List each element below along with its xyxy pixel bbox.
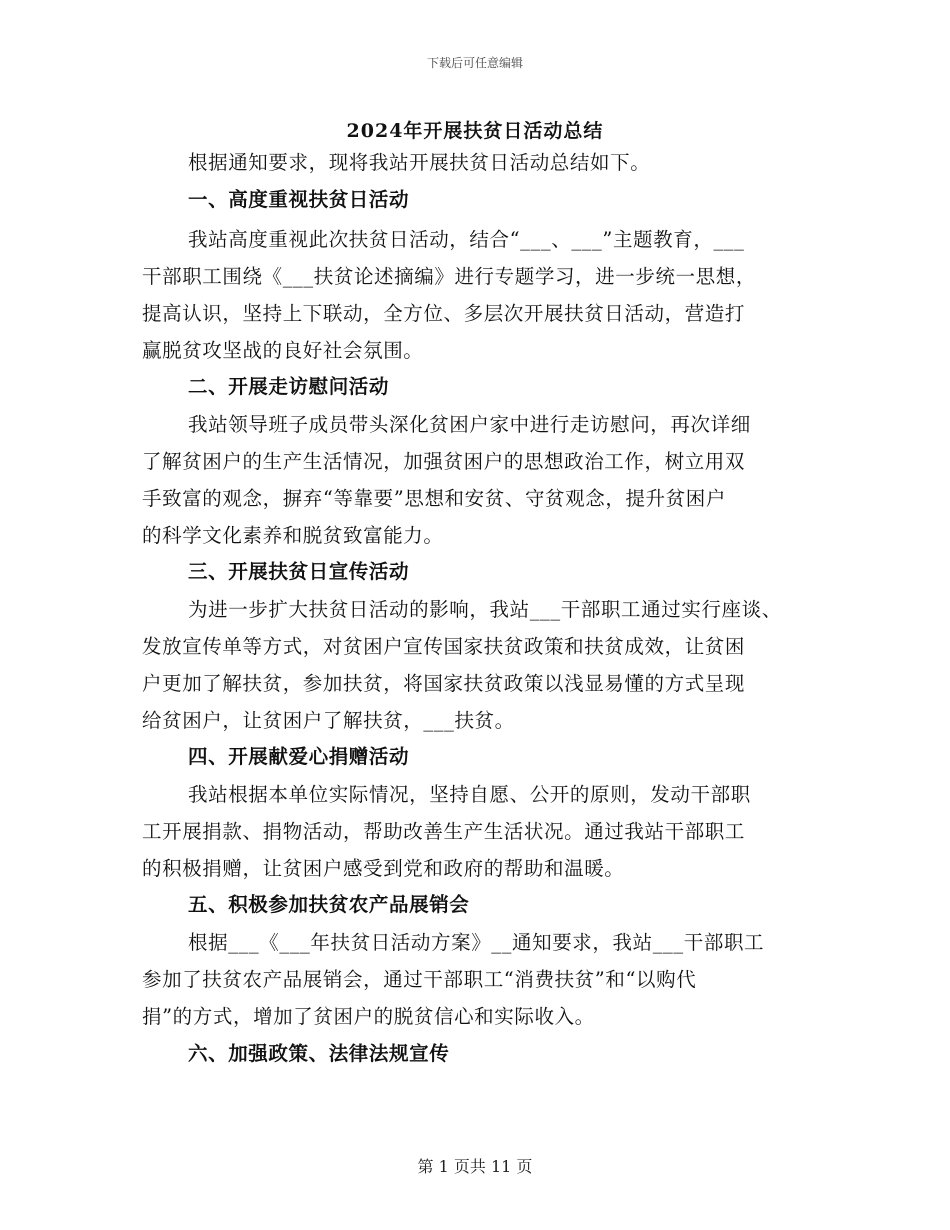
paragraph-line: 了解贫困户的生产生活情况，加强贫困户的思想政治工作，树立用双 — [142, 450, 746, 473]
paragraph-line: 户更加了解扶贫，参加扶贫，将国家扶贫政策以浅显易懂的方式呈现 — [142, 672, 746, 695]
paragraph-line: 干部职工围绕《___扶贫论述摘编》进行专题学习，进一步统一思想， — [142, 265, 756, 288]
paragraph-line: 我站根据本单位实际情况，坚持自愿、公开的原则，发动干部职 — [188, 783, 751, 806]
section-heading-4: 四、开展献爱心捐赠活动 — [188, 745, 410, 768]
paragraph-line: 提高认识，坚持上下联动，全方位、多层次开展扶贫日活动，营造打 — [142, 302, 746, 325]
paragraph-line: 赢脱贫攻坚战的良好社会氛围。 — [142, 339, 424, 362]
paragraph-line: 我站高度重视此次扶贫日活动，结合“___、___”主题教育，___ — [188, 228, 745, 251]
paragraph-line: 为进一步扩大扶贫日活动的影响，我站___干部职工通过实行座谈、 — [188, 598, 782, 621]
section-heading-5: 五、积极参加扶贫农产品展销会 — [188, 893, 470, 916]
section-heading-1: 一、高度重视扶贫日活动 — [188, 188, 410, 211]
paragraph-line: 捐”的方式，增加了贫困户的脱贫信心和实际收入。 — [142, 1005, 595, 1028]
section-heading-3: 三、开展扶贫日宣传活动 — [188, 560, 410, 583]
section-heading-6: 六、加强政策、法律法规宣传 — [188, 1042, 450, 1065]
intro-paragraph: 根据通知要求，现将我站开展扶贫日活动总结如下。 — [188, 151, 651, 174]
paragraph-line: 的积极捐赠，让贫困户感受到党和政府的帮助和温暖。 — [142, 857, 625, 880]
paragraph-line: 手致富的观念，摒弃“等靠要”思想和安贫、守贫观念，提升贫困户 — [142, 487, 726, 510]
paragraph-line: 根据___《___年扶贫日活动方案》__通知要求，我站___干部职工 — [188, 931, 765, 954]
header-note: 下载后可任意编辑 — [426, 56, 523, 70]
paragraph-line: 工开展捐款、捐物活动，帮助改善生产生活状况。通过我站干部职工 — [142, 820, 746, 843]
paragraph-line: 参加了扶贫农产品展销会，通过干部职工“消费扶贫”和“以购代 — [142, 968, 697, 991]
paragraph-line: 给贫困户，让贫困户了解扶贫，___扶贫。 — [142, 709, 515, 732]
paragraph-line: 我站领导班子成员带头深化贫困户家中进行走访慰问，再次详细 — [188, 413, 751, 436]
paragraph-line: 发放宣传单等方式，对贫困户宣传国家扶贫政策和扶贫成效，让贫困 — [142, 635, 746, 658]
page-number-footer: 第 1 页共 11 页 — [417, 1157, 533, 1176]
document-title: 2024年开展扶贫日活动总结 — [346, 120, 604, 142]
section-heading-2: 二、开展走访慰问活动 — [188, 375, 390, 398]
paragraph-line: 的科学文化素养和脱贫致富能力。 — [142, 524, 444, 547]
